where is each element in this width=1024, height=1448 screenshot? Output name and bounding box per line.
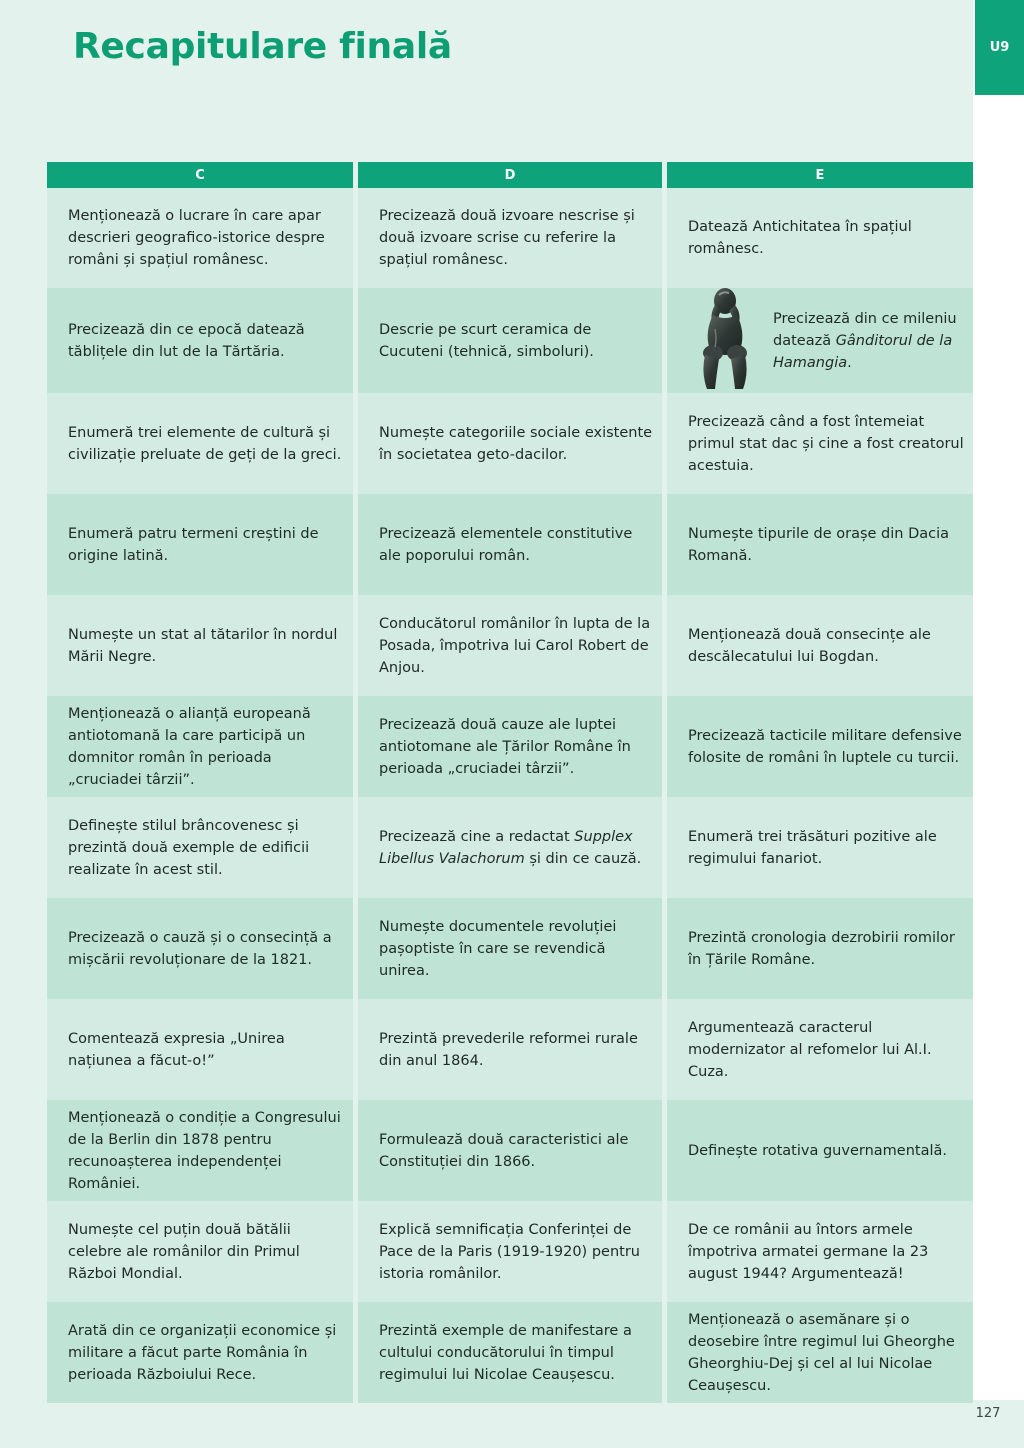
cell-d: Numește categoriile sociale existente în societatea geto-dacilor. xyxy=(358,393,662,494)
cell-e-text-part: Precizează din ce mileniu datează xyxy=(773,310,957,349)
cell-e-italic-title: Gânditorul de la Hamangia xyxy=(773,332,953,371)
cell-e: Definește rotativa guvernamentală. xyxy=(667,1100,973,1201)
page-footer-strip xyxy=(0,1400,1024,1448)
page-number: 127 xyxy=(975,1406,1001,1421)
cell-c: Menționează o lucrare în care apar descrieri geografico-istorice despre români și spațiul românesc. xyxy=(47,188,353,288)
cell-c: Comentează expresia „Unirea națiunea a făcut-o!” xyxy=(47,999,353,1100)
table-row xyxy=(47,797,973,898)
cell-e xyxy=(667,288,973,393)
cell-d xyxy=(358,797,662,898)
cell-e-text xyxy=(765,308,965,374)
cell-c: Arată din ce organizații economice și militare a făcut parte România în perioada Războiului Rece. xyxy=(47,1302,353,1403)
cell-c: Menționează o condiție a Congresului de la Berlin din 1878 pentru recunoașterea independenței României. xyxy=(47,1100,353,1201)
cell-c: Enumeră trei elemente de cultură și civilizație preluate de geți de la greci. xyxy=(47,393,353,494)
column-header-c: C xyxy=(47,162,353,188)
page-title: Recapitulare finală xyxy=(73,26,452,67)
cell-e: De ce românii au întors armele împotriva armatei germane la 23 august 1944? Argumentează! xyxy=(667,1201,973,1302)
table-row xyxy=(47,696,973,797)
table-row xyxy=(47,393,973,494)
cell-c: Enumeră patru termeni creștini de origine latină. xyxy=(47,494,353,595)
cell-d-text-part: și din ce cauză. xyxy=(524,850,642,867)
cell-c: Menționează o alianță europeană antiotomană la care participă un domnitor român în perioada „cruciadei târzii”. xyxy=(47,696,353,797)
cell-d: Precizează două cauze ale luptei antiotomane ale Țărilor Române în perioada „cruciadei târzii”. xyxy=(358,696,662,797)
cell-d: Conducătorul românilor în lupta de la Posada, împotriva lui Carol Robert de Anjou. xyxy=(358,595,662,696)
hamangia-thinker-statuette-image xyxy=(685,285,765,393)
table-row xyxy=(47,595,973,696)
table-row xyxy=(47,1302,973,1403)
cell-e-text-part: . xyxy=(847,354,852,371)
cell-c: Precizează o cauză și o consecință a mișcării revoluționare de la 1821. xyxy=(47,898,353,999)
cell-e: Precizează tacticile militare defensive folosite de români în luptele cu turcii. xyxy=(667,696,973,797)
cell-d: Precizează elementele constitutive ale poporului român. xyxy=(358,494,662,595)
column-header-d: D xyxy=(358,162,662,188)
cell-e: Enumeră trei trăsături pozitive ale regimului fanariot. xyxy=(667,797,973,898)
table-row xyxy=(47,898,973,999)
cell-d: Prezintă exemple de manifestare a cultului conducătorului în timpul regimului lui Nicolae Ceaușescu. xyxy=(358,1302,662,1403)
cell-c: Precizează din ce epocă datează tăblițele din lut de la Tărtăria. xyxy=(47,288,353,393)
table-row xyxy=(47,1100,973,1201)
cell-d: Prezintă prevederile reformei rurale din anul 1864. xyxy=(358,999,662,1100)
review-table xyxy=(42,162,978,1403)
cell-e: Menționează o asemănare și o deosebire între regimul lui Gheorghe Gheorghiu-Dej și cel al lui Nicolae Ceaușescu. xyxy=(667,1302,973,1403)
unit-tab: U9 xyxy=(975,0,1024,95)
table-row xyxy=(47,288,973,393)
cell-e: Prezintă cronologia dezrobirii romilor în Țările Române. xyxy=(667,898,973,999)
thinker-statuette-icon xyxy=(685,285,765,393)
cell-e: Datează Antichitatea în spațiul românesc. xyxy=(667,188,973,288)
cell-d: Precizează două izvoare nescrise și două izvoare scrise cu referire la spațiul românesc. xyxy=(358,188,662,288)
cell-c: Numește cel puțin două bătălii celebre ale românilor din Primul Război Mondial. xyxy=(47,1201,353,1302)
cell-e: Precizează când a fost întemeiat primul stat dac și cine a fost creatorul acestuia. xyxy=(667,393,973,494)
cell-d: Descrie pe scurt ceramica de Cucuteni (tehnică, simboluri). xyxy=(358,288,662,393)
cell-d: Numește documentele revoluției pașoptiste în care se revendică unirea. xyxy=(358,898,662,999)
cell-d: Formulează două caracteristici ale Constituției din 1866. xyxy=(358,1100,662,1201)
table-header xyxy=(47,162,973,188)
cell-e: Argumentează caracterul modernizator al refomelor lui Al.I. Cuza. xyxy=(667,999,973,1100)
cell-c: Definește stilul brâncovenesc și prezintă două exemple de edificii realizate în acest stil. xyxy=(47,797,353,898)
table-row xyxy=(47,999,973,1100)
cell-d-text-part: Precizează cine a redactat xyxy=(379,828,575,845)
cell-e: Numește tipurile de orașe din Dacia Romană. xyxy=(667,494,973,595)
column-header-e: E xyxy=(667,162,973,188)
cell-e: Menționează două consecințe ale descălecatului lui Bogdan. xyxy=(667,595,973,696)
cell-d: Explică semnificația Conferinței de Pace de la Paris (1919-1920) pentru istoria românilor. xyxy=(358,1201,662,1302)
table-row xyxy=(47,188,973,288)
cell-d-italic-title: Supplex Libellus Valachorum xyxy=(379,828,633,867)
cell-c: Numește un stat al tătarilor în nordul Mării Negre. xyxy=(47,595,353,696)
table-row xyxy=(47,1201,973,1302)
table-row xyxy=(47,494,973,595)
